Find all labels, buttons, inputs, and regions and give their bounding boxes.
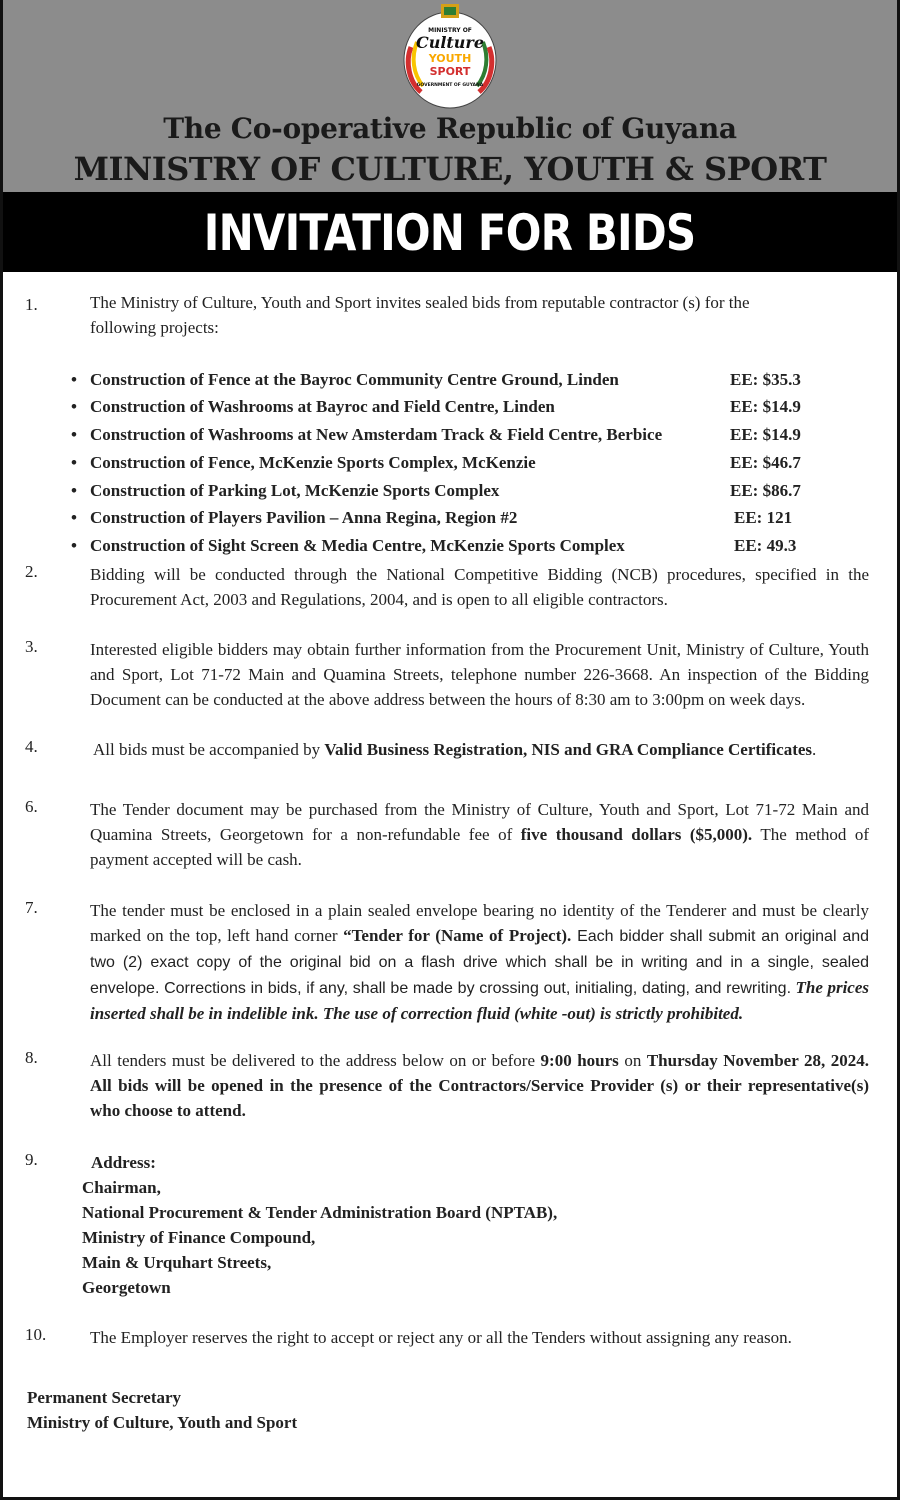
banner-title: INVITATION FOR BIDS [204,204,696,262]
project-name: Construction of Parking Lot, McKenzie Sports Complex [90,481,500,500]
clause-number-6: 6. [25,797,38,816]
ministry-logo [401,2,499,112]
clause-8-pre: All tenders must be delivered to the address below on or before [90,1051,541,1070]
project-item [63,508,863,535]
signatory-office: Ministry of Culture, Youth and Sport [27,1413,298,1432]
clause-8-opening: All bids will be opened in the presence of the Contractors/Service Provider (s) or their representative(s) who choose to attend. [90,1076,869,1120]
project-estimate: EE: $86.7 [730,481,801,500]
clause-number-8: 8. [25,1048,38,1067]
bullet-icon: • [71,425,77,444]
bullet-icon: • [71,397,77,416]
project-name: Construction of Fence at the Bayroc Community Centre Ground, Linden [90,370,619,389]
clause-4-text [93,737,869,762]
logo-text-sport: SPORT [429,65,471,78]
project-name: Construction of Players Pavilion – Anna Regina, Region #2 [90,508,518,527]
project-name: Construction of Washrooms at New Amsterdam Track & Field Centre, Berbice [90,425,663,444]
bullet-icon: • [71,508,77,527]
bullet-icon: • [71,370,77,389]
clause-4-pre: All bids must be accompanied by [93,740,325,759]
clause-8-time: 9:00 hours [540,1051,619,1070]
project-estimate: EE: $14.9 [730,425,801,444]
clause-6-pre: The Tender document may be purchased from the Ministry of Culture, Youth and Sport, Lot 71-72 Main and Quamina Streets, Georgetown for a non-refundable fee of [90,800,869,844]
project-item [63,536,863,563]
address-line: National Procurement & Tender Administration Board (NPTAB), [82,1203,558,1222]
bullet-icon: • [71,536,77,555]
clause-4-requirements: Valid Business Registration, NIS and GRA Compliance Certificates [324,740,813,759]
clause-8-mid: on [618,1051,647,1070]
clause-6-post: The method of payment accepted will be cash. [90,825,869,869]
clause-1-text: The Ministry of Culture, Youth and Sport invites sealed bids from reputable contractor (s) for the following projects: [90,293,750,337]
bullet-icon: • [71,481,77,500]
project-name: Construction of Fence, McKenzie Sports Complex, McKenzie [90,453,536,472]
project-estimate: EE: 49.3 [734,536,797,555]
logo-text-government: GOVERNMENT OF GUYANA [416,83,484,88]
clause-10-text: The Employer reserves the right to accept or reject any or all the Tenders without assigning any reason. [90,1328,792,1347]
clause-number-2: 2. [25,562,38,581]
address-line: Main & Urquhart Streets, [82,1253,272,1272]
address-line: Chairman, [82,1178,161,1197]
clause-6-text [90,797,869,872]
address-line: Ministry of Finance Compound, [82,1228,316,1247]
clause-number-1: 1. [25,295,38,314]
clause-7-copies: Each bidder shall submit an original and two (2) exact copy of the original bid on a flash drive which shall be in writing and in a single, sealed envelope. Corrections in bids, if any, shall be made by crossing out, initialing, dating, and rewriting. [90,928,870,997]
ministry-title: MINISTRY OF CULTURE, YOUTH & SPORT [73,150,827,188]
project-item [63,453,863,480]
address-label: Address: [91,1153,156,1172]
address-line: Georgetown [82,1278,171,1297]
republic-title: The Co-operative Republic of Guyana [163,112,737,145]
clause-8-date: Thursday November 28, 2024. [646,1051,869,1070]
clause-7-marking: “Tender for (Name of Project). [343,926,572,945]
clause-2-text: Bidding will be conducted through the National Competitive Bidding (NCB) procedures, specified in the Procurement Act, 2003 and Regulations, 2004, and is open to all eligible contractors. [90,565,869,609]
project-name: Construction of Sight Screen & Media Centre, McKenzie Sports Complex [90,536,625,555]
clause-7-pre: The tender must be enclosed in a plain sealed envelope bearing no identity of the Tenderer and must be clearly marked on the top, left hand corner [90,901,869,945]
project-item [63,425,863,452]
bullet-icon: • [71,453,77,472]
project-item [63,481,863,508]
clause-number-9: 9. [25,1150,38,1169]
notice-header [3,0,897,192]
signatory-title: Permanent Secretary [27,1388,182,1407]
clause-3-text: Interested eligible bidders may obtain further information from the Procurement Unit, Ministry of Culture, Youth and Sport, Lot 71-72 Main and Quamina Streets, telephone number 226-3668. An inspection of the Bidding Document can be conducted at the above address between the hours of 8:30 am to 3:00pm on week days. [90,640,869,709]
clause-8-text [90,1048,869,1123]
clause-number-4: 4. [25,737,38,756]
project-name: Construction of Washrooms at Bayroc and Field Centre, Linden [90,397,555,416]
project-item [63,397,863,424]
clause-7-text [90,898,869,1026]
title-banner [3,192,897,272]
clause-7-ink-note: The prices inserted shall be in indelible ink. The use of correction fluid (white -out) is strictly prohibited. [90,978,870,1023]
clause-number-10: 10. [25,1325,47,1344]
logo-text-culture: Culture [415,33,485,52]
clause-number-3: 3. [25,637,38,656]
project-estimate: EE: $46.7 [730,453,801,472]
project-item [63,370,863,397]
logo-text-ministry: MINISTRY OF [428,27,472,34]
project-estimate: EE: $14.9 [730,397,801,416]
clause-6-fee: five thousand dollars ($5,000). [520,825,753,844]
logo-text-youth: YOUTH [428,52,472,65]
clause-number-7: 7. [25,898,38,917]
clause-4-post: . [812,740,817,759]
project-estimate: EE: 121 [734,508,793,527]
project-estimate: EE: $35.3 [730,370,801,389]
